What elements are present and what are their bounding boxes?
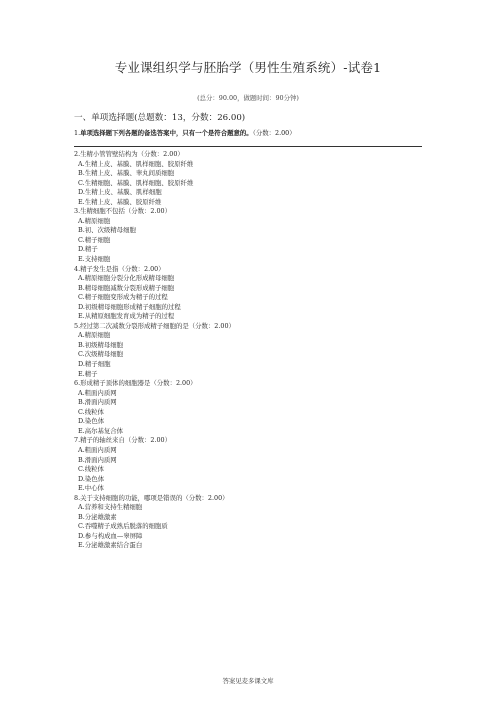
option: E.支持细胞: [78, 255, 111, 264]
option: D.参与构成血—睾屏障: [78, 531, 143, 540]
question-stem: 7.精子的轴丝来自（分数：2.00）: [74, 436, 172, 445]
option: D.生精上皮、基膜、肌样细胞: [78, 188, 162, 197]
option: E.分泌雄激素结合蛋白: [78, 541, 143, 550]
option: A.营养和支持生精细胞: [78, 503, 143, 512]
option: E.中心体: [78, 484, 104, 493]
option: C.精子细胞变形成为精子的过程: [78, 293, 168, 302]
option: A.生精上皮、基膜、肌样细胞、胶原纤维: [78, 159, 194, 168]
question-stem: 4.精子发生是指（分数：2.00）: [74, 264, 165, 273]
question: [74, 494, 434, 551]
option: C.精子细胞: [78, 235, 111, 244]
option: B.初级精母细胞: [78, 340, 124, 349]
option: B.滑面内质网: [78, 455, 117, 464]
question: [74, 322, 434, 379]
option: E.精子: [78, 369, 98, 378]
option: E.高尔基复合体: [78, 426, 124, 435]
option: B.分泌雄激素: [78, 512, 117, 521]
section-heading: 一、单项选择题(总题数：13，分数：26.00): [74, 113, 246, 123]
instruction-text: 单项选择题下列各题的备选答案中，只有一个是符合题意的。: [80, 129, 253, 137]
option: C.吞噬精子成熟后脱落的细胞质: [78, 522, 168, 531]
option: A.粗面内质网: [78, 388, 117, 397]
exam-meta: (总分：90.00，做题时间：90分钟): [197, 94, 299, 102]
document-title: 专业课组织学与胚胎学（男性生殖系统）-试卷1: [114, 60, 382, 75]
question: [74, 265, 434, 322]
question: [74, 207, 434, 264]
option: A.精原细胞: [78, 331, 111, 340]
option: D.初级精母细胞形成精子细胞的过程: [78, 302, 181, 311]
question-stem: 6.形成精子顶体的细胞器是（分数：2.00）: [74, 379, 197, 388]
instruction-points: （分数：2.00）: [252, 129, 296, 137]
question: [74, 436, 434, 493]
option: D.精子细胞: [78, 360, 111, 369]
option: D.精子: [78, 245, 98, 254]
footer-note: 答案见麦多课文库: [222, 677, 274, 685]
option: C.线粒体: [78, 465, 104, 474]
question-stem: 8.关于支持细胞的功能，哪项是错误的（分数：2.00）: [74, 493, 229, 502]
instruction-number: 1.: [74, 129, 81, 137]
question-stem: 5.经过第二次减数分裂形成精子细胞的是（分数：2.00）: [74, 321, 235, 330]
option: A.精原细胞: [78, 216, 111, 225]
question: [74, 379, 434, 436]
question: [74, 150, 434, 207]
option: B.生精上皮、基膜、睾丸间质细胞: [78, 169, 175, 178]
option: E.从精原细胞发育成为精子的过程: [78, 312, 175, 321]
option: A.精原细胞分裂分化形成精母细胞: [78, 274, 175, 283]
instruction-line: [74, 128, 296, 137]
option: C.次级精母细胞: [78, 350, 124, 359]
option: E.生精上皮、基膜、胶原纤维: [78, 197, 162, 206]
option: D.染色体: [78, 417, 105, 426]
option: B.滑面内质网: [78, 398, 117, 407]
option: C.线粒体: [78, 407, 104, 416]
divider-rule: [74, 146, 422, 147]
question-stem: 3.生精细胞不包括（分数：2.00）: [74, 207, 172, 216]
option: B.初、次级精母细胞: [78, 226, 136, 235]
option: B.精母细胞减数分裂形成精子细胞: [78, 283, 175, 292]
option: D.染色体: [78, 474, 105, 483]
question-list: [74, 150, 434, 551]
question-stem: 2.生精小管管壁结构为（分数：2.00）: [74, 150, 184, 158]
option: A.粗面内质网: [78, 445, 117, 454]
option: C.生精细胞、基膜、肌样细胞、胶原纤维: [78, 178, 194, 187]
